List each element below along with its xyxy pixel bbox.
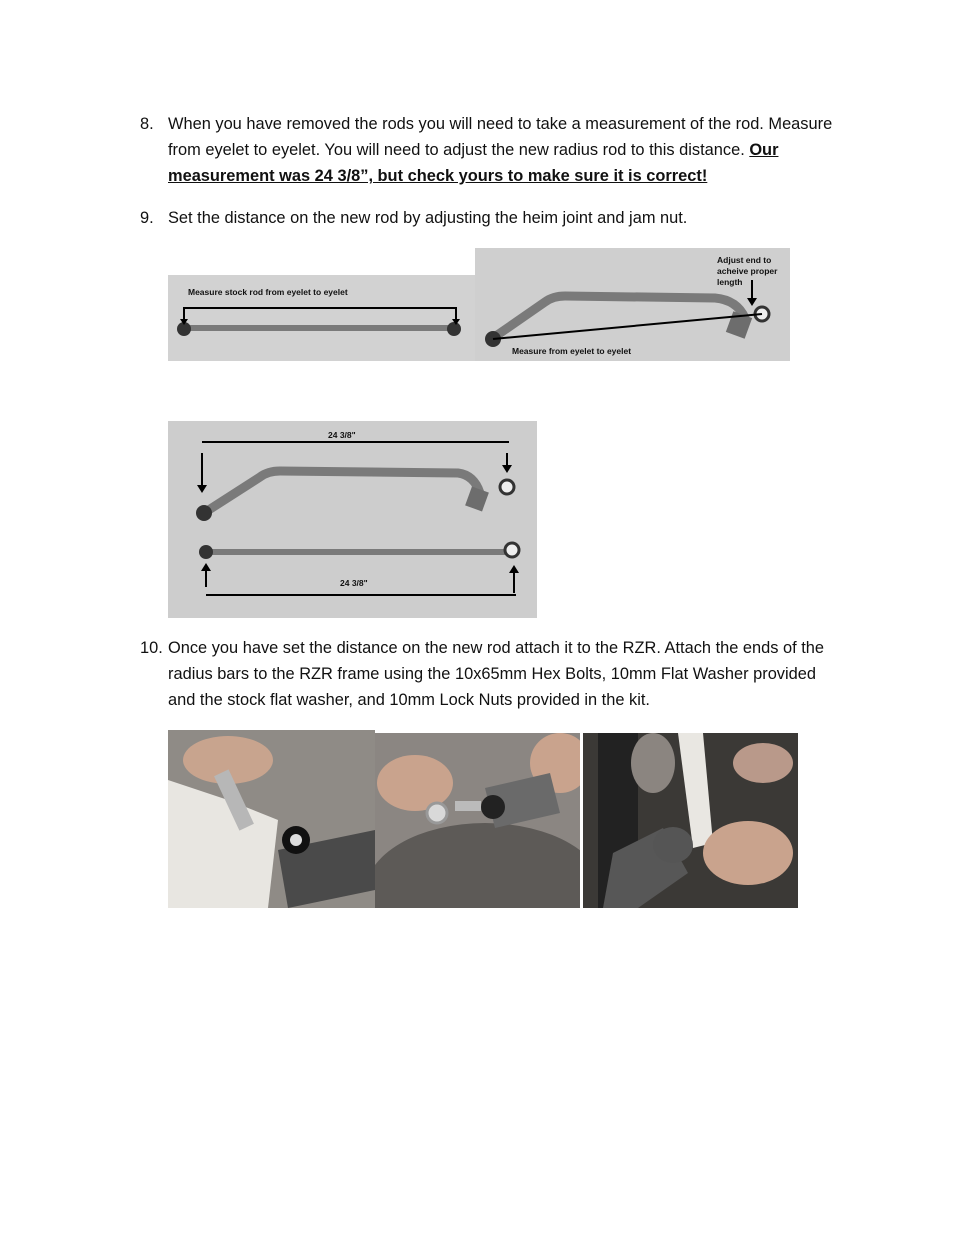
rod-comparison-photo: [168, 421, 537, 618]
down-arrow-right: [502, 465, 512, 473]
step-10-text: Once you have set the distance on the new rod attach it to the RZR. Attach the ends of the radius bars to the RZR frame using the 10x65mm Hex Bolts, 10mm Flat Washer provided and the stock flat washer, and 10mm Lock Nuts provided in the kit.: [168, 639, 825, 709]
step-number: 8.: [140, 115, 154, 133]
stock-rod-caption: Measure stock rod from eyelet to eyelet: [188, 287, 348, 297]
up-arrow-right: [509, 565, 519, 573]
measure-label: Measure from eyelet to eyelet: [512, 346, 632, 356]
install-photo-nut: [583, 733, 798, 908]
new-rod-photo: [475, 248, 790, 361]
adjust-label-line-3: length: [717, 277, 743, 287]
down-arrow-left: [197, 485, 207, 493]
step-10: [140, 635, 840, 713]
adjust-label-line-1: Adjust end to: [717, 255, 772, 265]
step-number: 10.: [140, 639, 163, 657]
adjust-label-line-2: acheive proper: [717, 266, 778, 276]
hand: [703, 821, 793, 885]
step-text: [168, 111, 840, 189]
top-measurement-label: 24 3/8": [328, 430, 356, 440]
flat-washer: [427, 803, 447, 823]
measurement-warning: Our measurement was 24 3/8”, but check yours to make sure it is correct!: [168, 141, 779, 185]
new-rod: [204, 471, 480, 513]
install-photo-washer: [375, 733, 580, 908]
measure-line: [493, 314, 762, 339]
down-arrow: [747, 298, 757, 306]
install-photo-bolt: [168, 730, 375, 908]
bottom-measurement-label: 24 3/8": [340, 578, 368, 588]
up-arrow-left: [201, 563, 211, 571]
new-rod: [493, 296, 745, 338]
stock-rod: [208, 549, 508, 555]
stock-rod-photo: [168, 275, 475, 361]
eyelet-right: [447, 322, 461, 336]
step-number: 9.: [140, 209, 154, 227]
step-8: [140, 111, 840, 189]
measure-line: [184, 308, 456, 321]
stock-rod: [180, 325, 460, 331]
step-8-text: When you have removed the rods you will need to take a measurement of the rod. Measure from eyelet to eyelet. You will need to adjust the new radius rod to this distance.: [168, 115, 833, 159]
step-9: [140, 205, 840, 231]
step-9-text: Set the distance on the new rod by adjusting the heim joint and jam nut.: [168, 209, 688, 227]
